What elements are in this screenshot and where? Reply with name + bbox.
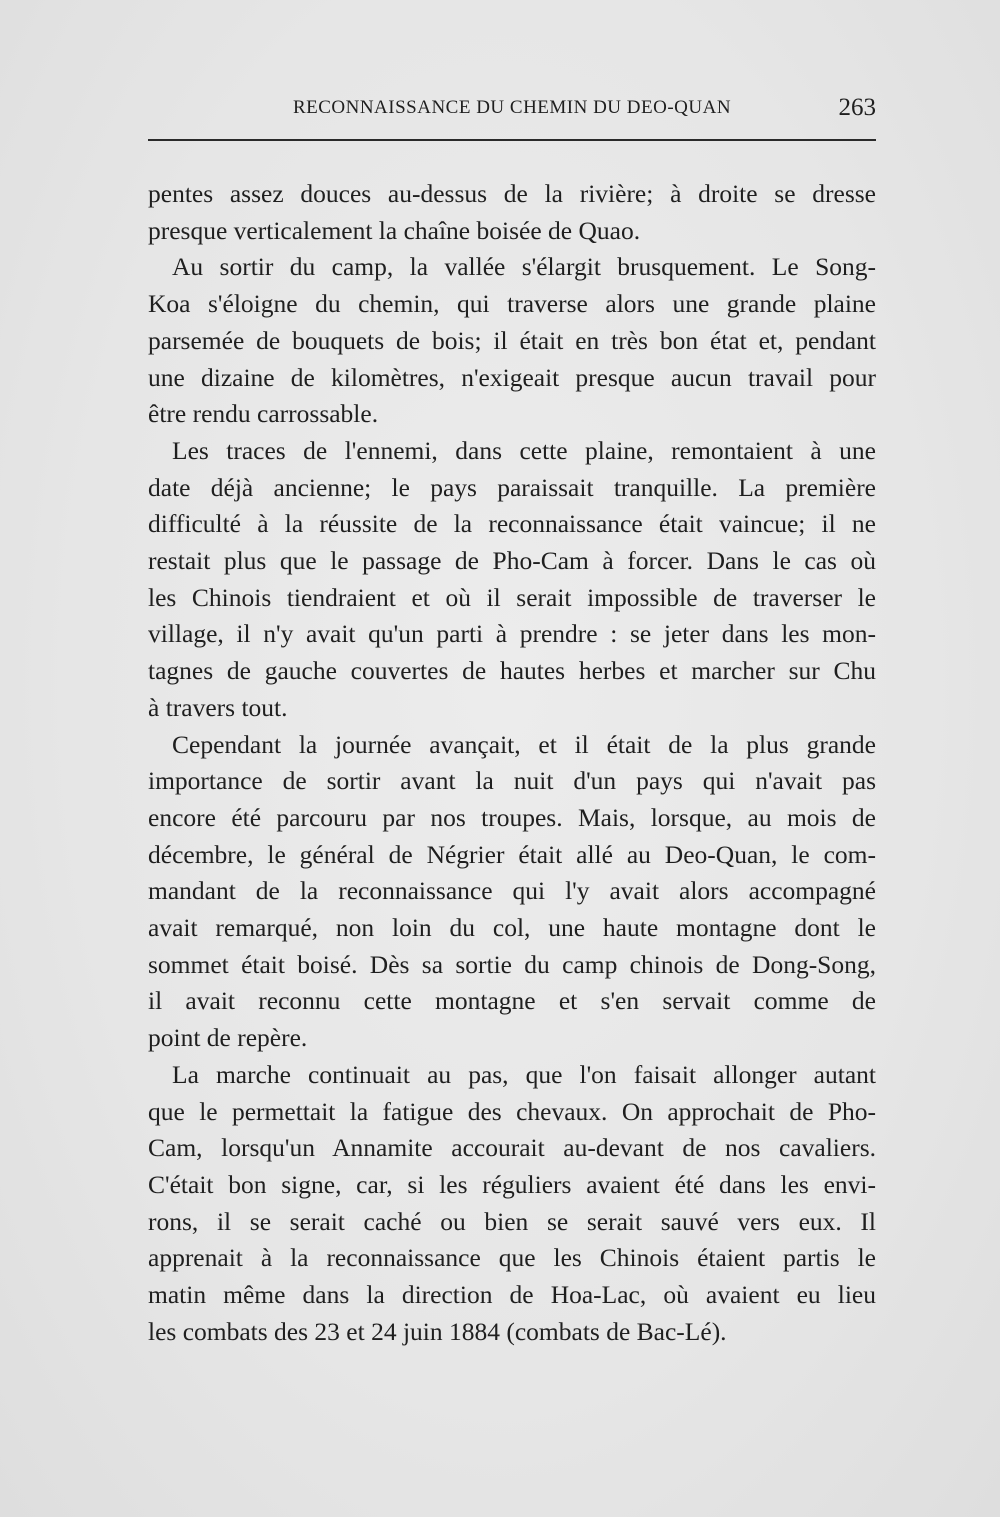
paragraph-5 — [148, 1057, 876, 1351]
running-title: RECONNAISSANCE DU CHEMIN DU DEO-QUAN — [292, 97, 732, 118]
text-line: une dizaine de kilomètres, n'exigeait presque aucun travail pour — [148, 362, 876, 392]
page-number: 263 — [838, 94, 876, 121]
text-line: rons, il se serait caché ou bien se serait sauvé vers eux. Il — [148, 1206, 876, 1236]
paragraph-2 — [148, 249, 876, 433]
text-line: à travers tout. — [148, 692, 288, 722]
text-line: les combats des 23 et 24 juin 1884 (combats de Bac-Lé). — [148, 1316, 727, 1346]
header-rule — [148, 139, 876, 141]
text-line: presque verticalement la chaîne boisée de Quao. — [148, 215, 641, 245]
text-line: importance de sortir avant la nuit d'un pays qui n'avait pas — [148, 766, 876, 796]
running-head — [148, 92, 876, 124]
text-line: Koa s'éloigne du chemin, qui traverse alors une grande plaine — [148, 289, 876, 319]
text-line: avait remarqué, non loin du col, une haute montagne dont le — [148, 913, 876, 943]
paragraph-3 — [148, 433, 876, 727]
text-line: il avait reconnu cette montagne et s'en servait comme de — [148, 986, 876, 1016]
text-line: matin même dans la direction de Hoa-Lac, où avaient eu lieu — [148, 1280, 876, 1310]
text-line: sommet était boisé. Dès sa sortie du camp chinois de Dong-Song, — [148, 949, 876, 979]
text-line: mandant de la reconnaissance qui l'y avait alors accompagné — [148, 876, 876, 906]
text-line: Cam, lorsqu'un Annamite accourait au-devant de nos cavaliers. — [148, 1133, 876, 1163]
text-line: être rendu carrossable. — [148, 399, 379, 429]
text-line: décembre, le général de Négrier était allé au Deo-Quan, le com- — [148, 839, 876, 869]
text-line: apprenait à la reconnaissance que les Chinois étaient partis le — [148, 1243, 876, 1273]
text-line: village, il n'y avait qu'un parti à prendre : se jeter dans les mon- — [148, 619, 876, 649]
text-line: pentes assez douces au-dessus de la rivière; à droite se dresse — [148, 179, 876, 208]
paragraph-1 — [148, 176, 876, 249]
text-line: La marche continuait au pas, que l'on faisait allonger autant — [172, 1059, 876, 1089]
text-line: que le permettait la fatigue des chevaux. On approchait de Pho- — [148, 1096, 876, 1126]
text-line: restait plus que le passage de Pho-Cam à forcer. Dans le cas où — [148, 546, 876, 576]
body-text — [148, 176, 876, 1351]
text-line: encore été parcouru par nos troupes. Mais, lorsque, au mois de — [148, 802, 876, 832]
text-line: Les traces de l'ennemi, dans cette plaine, remontaient à une — [172, 435, 876, 465]
text-line: parsemée de bouquets de bois; il était en très bon état et, pendant — [148, 325, 876, 355]
paragraph-4 — [148, 727, 876, 1057]
text-line: Au sortir du camp, la vallée s'élargit brusquement. Le Song- — [172, 252, 876, 282]
text-line: point de repère. — [148, 1023, 308, 1053]
text-line: date déjà ancienne; le pays paraissait tranquille. La première — [148, 472, 876, 502]
text-line: difficulté à la réussite de la reconnaissance était vaincue; il ne — [148, 509, 876, 539]
text-line: les Chinois tiendraient et où il serait impossible de traverser le — [148, 582, 876, 612]
text-line: C'était bon signe, car, si les réguliers avaient été dans les envi- — [148, 1169, 876, 1199]
text-line: tagnes de gauche couvertes de hautes herbes et marcher sur Chu — [148, 656, 876, 686]
text-line: Cependant la journée avançait, et il était de la plus grande — [172, 729, 876, 759]
